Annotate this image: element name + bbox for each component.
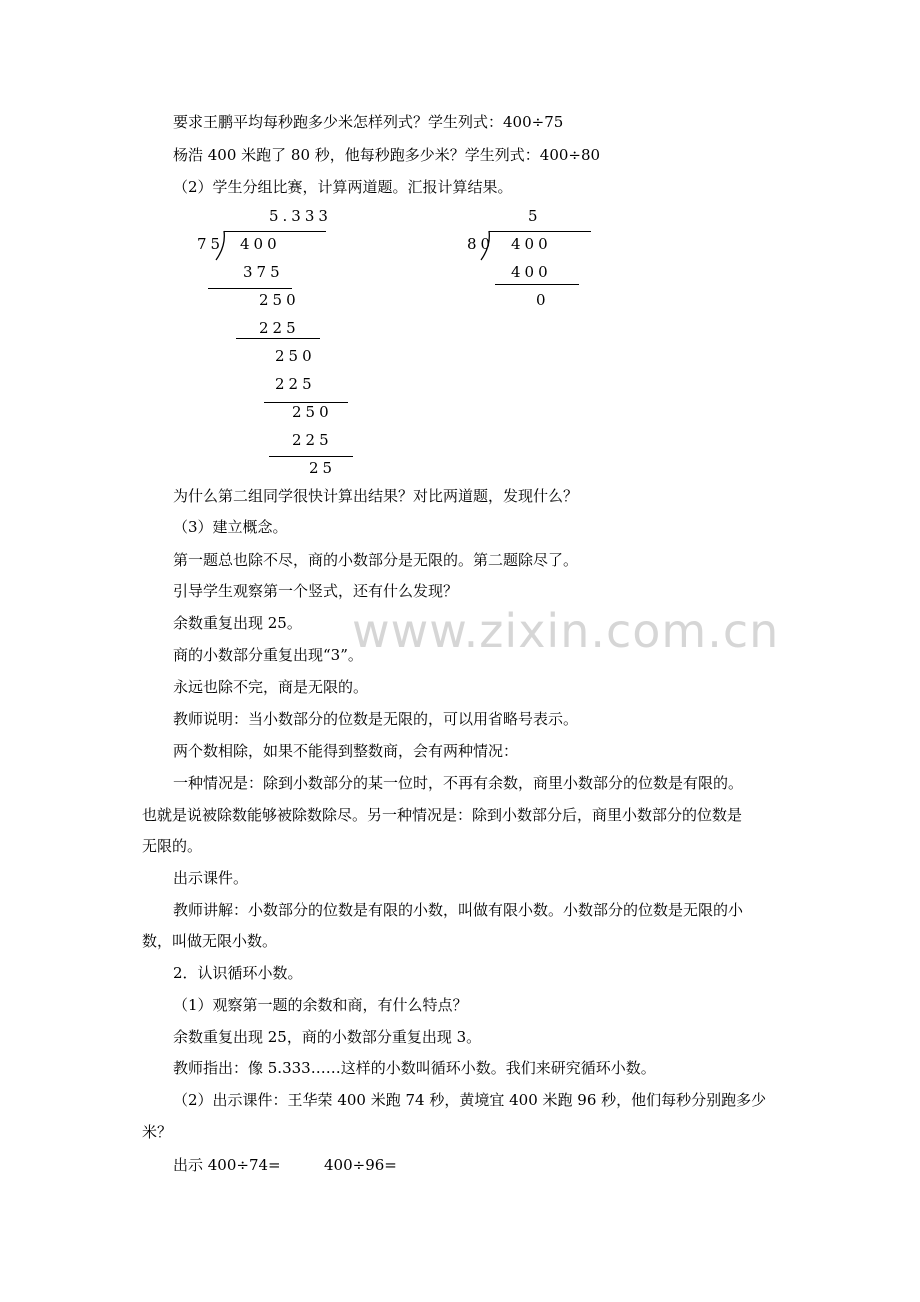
- division-bracket: [214, 230, 228, 262]
- text-line: 出示课件。: [173, 869, 249, 887]
- divisor: 75: [197, 235, 225, 253]
- step-value: 375: [243, 263, 284, 281]
- watermark: www.zixin.com.cn: [352, 604, 780, 658]
- text-line: 第一题总也除不尽，商的小数部分是无限的。第二题除尽了。: [173, 551, 579, 569]
- text-line: 无限的。: [142, 837, 203, 855]
- division-bracket: [479, 230, 493, 262]
- subtract-line: [495, 284, 579, 285]
- text-line: 永远也除不完，商是无限的。: [173, 678, 369, 696]
- division-bar: [489, 231, 591, 232]
- text-line: 余数重复出现 25，商的小数部分重复出现 3。: [173, 1028, 482, 1046]
- step-value: 250: [275, 347, 316, 365]
- dividend: 400: [511, 235, 552, 253]
- text-line: 引导学生观察第一个竖式，还有什么发现？: [173, 582, 459, 600]
- step-value: 0: [536, 291, 550, 309]
- text-line: 教师指出：像 5.333……这样的小数叫循环小数。我们来研究循环小数。: [173, 1059, 656, 1077]
- text-line: 数，叫做无限小数。: [142, 932, 278, 950]
- subtract-line: [269, 456, 353, 457]
- text-line: 两个数相除，如果不能得到整数商，会有两种情况：: [173, 742, 519, 760]
- text-line: 杨浩 400 米跑了 80 秒，他每秒跑多少米？学生列式：400÷80: [173, 146, 601, 164]
- text-line: 400÷96=: [324, 1156, 397, 1174]
- text-line: 2．认识循环小数。: [173, 964, 303, 982]
- step-value: 250: [259, 291, 300, 309]
- subtract-line: [236, 338, 320, 339]
- text-line: （2）学生分组比赛，计算两道题。汇报计算结果。: [173, 178, 513, 196]
- step-value: 225: [275, 375, 316, 393]
- text-line: 商的小数部分重复出现“3”。: [173, 646, 363, 664]
- step-value: 225: [292, 431, 333, 449]
- subtract-line: [208, 288, 292, 289]
- text-line: 也就是说被除数能够被除数除尽。另一种情况是：除到小数部分后，商里小数部分的位数是: [142, 806, 743, 824]
- text-line: 米？: [142, 1123, 173, 1141]
- text-line: 教师讲解：小数部分的位数是有限的小数，叫做有限小数。小数部分的位数是无限的小: [173, 901, 744, 919]
- step-value: 250: [292, 403, 333, 421]
- text-line: 要求王鹏平均每秒跑多少米怎样列式？学生列式：400÷75: [173, 113, 564, 131]
- dividend: 400: [240, 235, 281, 253]
- quotient: 5: [528, 207, 542, 225]
- quotient: 5.333: [269, 207, 332, 225]
- step-value: 400: [511, 263, 552, 281]
- text-line: 一种情况是：除到小数部分的某一位时，不再有余数，商里小数部分的位数是有限的。: [173, 774, 744, 792]
- text-line: 教师说明：当小数部分的位数是无限的，可以用省略号表示。: [173, 710, 579, 728]
- text-line: 为什么第二组同学很快计算出结果？对比两道题，发现什么？: [173, 487, 579, 505]
- division-bar: [224, 231, 326, 232]
- text-line: （1）观察第一题的余数和商，有什么特点？: [173, 996, 468, 1014]
- step-value: 25: [309, 459, 337, 477]
- step-value: 225: [259, 319, 300, 337]
- divisor: 80: [467, 235, 495, 253]
- text-line: 出示 400÷74=: [173, 1156, 281, 1174]
- text-line: 余数重复出现 25。: [173, 614, 302, 632]
- text-line: （3）建立概念。: [173, 518, 288, 536]
- text-line: （2）出示课件：王华荣 400 米跑 74 秒，黄境宜 400 米跑 96 秒，他们每秒分别跑多少: [173, 1091, 767, 1109]
